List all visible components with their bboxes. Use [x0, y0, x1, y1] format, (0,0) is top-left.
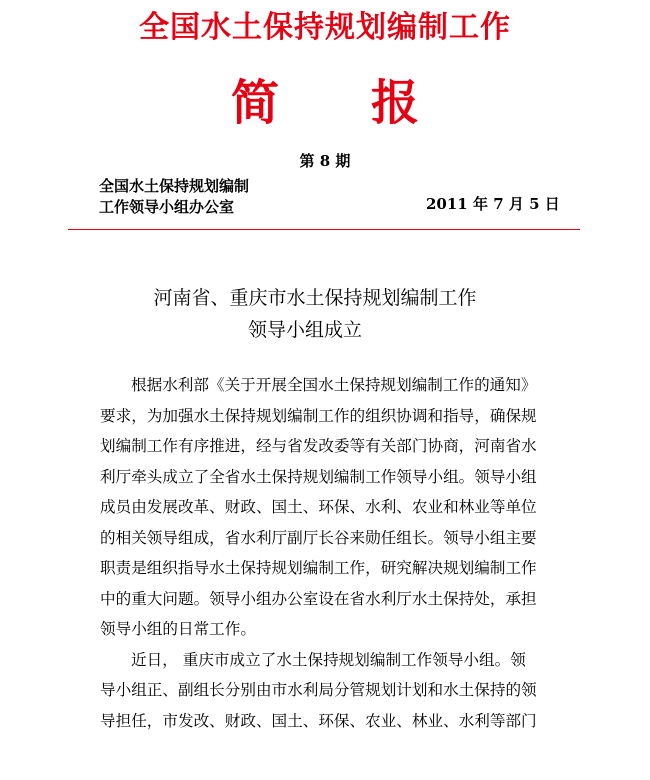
- issue-date: 2011 年 7 月 5 日: [426, 195, 560, 213]
- body-line: 的相关领导组成，省水利厅副厅长谷来勋任组长。领导小组主要: [100, 528, 537, 547]
- bulletin-title-char-1: 简: [230, 75, 279, 131]
- issuer-line-1: 全国水土保持规划编制: [99, 177, 250, 195]
- article-headline: [0, 282, 650, 346]
- body-line: 导小组正、副组长分别由市水利局分管规划计划和水土保持的领: [100, 681, 537, 699]
- headline-line-2: 领导小组成立: [247, 319, 362, 341]
- body-line: 导担任，市发改、财政、国土、环保、农业、林业、水利等部门: [100, 711, 537, 730]
- body-line: 要求，为加强水土保持规划编制工作的组织协调和指导，确保规: [100, 406, 537, 425]
- issuer-line-2: 工作领导小组办公室: [99, 198, 235, 216]
- organization-title: 全国水土保持规划编制工作: [139, 10, 511, 45]
- body-line: 划编制工作有序推进，经与省发改委等有关部门协商，河南省水: [100, 437, 537, 455]
- header-divider: [68, 229, 580, 230]
- body-line: 中的重大问题。领导小组办公室设在省水利厅水土保持处，承担: [100, 589, 537, 608]
- issuer-block: [99, 176, 249, 218]
- body-line: 领导小组的日常工作。: [100, 620, 256, 638]
- issue-number: 第 8 期: [299, 152, 351, 170]
- body-line: 近日， 重庆市成立了水土保持规划编制工作领导小组。领: [131, 650, 526, 669]
- article-body: [100, 370, 555, 736]
- bulletin-title: [0, 72, 650, 134]
- headline-line-1: 河南省、重庆市水土保持规划编制工作: [153, 287, 477, 309]
- bulletin-title-char-2: 报: [371, 75, 420, 131]
- body-line: 成员由发展改革、财政、国土、环保、水利、农业和林业等单位: [100, 498, 537, 516]
- body-line: 利厅牵头成立了全省水土保持规划编制工作领导小组。领导小组: [100, 467, 537, 486]
- body-line: 根据水利部《关于开展全国水土保持规划编制工作的通知》: [131, 376, 537, 394]
- body-line: 职责是组织指导水土保持规划编制工作，研究解决规划编制工作: [100, 559, 537, 577]
